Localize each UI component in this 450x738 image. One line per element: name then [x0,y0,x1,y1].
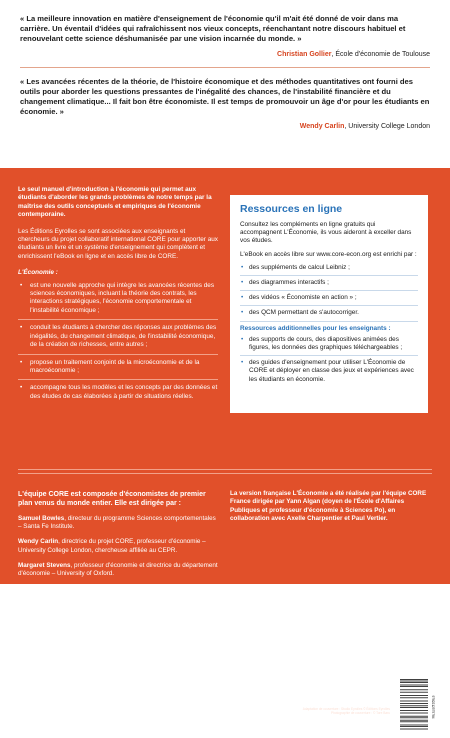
barcode-bar [400,695,428,696]
back-cover-panel [0,168,450,719]
barcode-bar [400,726,428,727]
teacher-resources-list [240,336,418,387]
barcode-bar [400,692,428,693]
feature-item: • conduit les étudiants à chercher des réponses aux problèmes des inégalités, du changement climatique, de l'instabilité économique, de la création de richesses, entre autres ; [18,324,218,354]
quote-divider [20,67,430,68]
member-desc: , professeur d'économie et directrice du département d'économie – University of Oxford. [18,561,218,578]
economie-heading: L'Économie : [18,269,58,277]
team-member [18,562,218,578]
member-desc: , directrice du projet CORE, professeur d'économie – University College London, chercheuse affiliée au CEPR. [18,538,206,554]
team-member [18,538,218,554]
publisher-name: Éditions Eyrolles | Diffusion Geodif [279,696,390,703]
resource-item: • des vidéos « Économiste en action » ; [240,294,418,306]
barcode-bar [400,705,428,706]
barcode-bar [400,721,428,722]
barcode-bar [400,716,428,717]
price-label: 55 € [338,668,352,675]
barcode-bar [400,703,428,704]
barcode-bar [400,679,428,680]
quote-1-author-name: Christian Gollier [277,50,332,58]
barcode-number: 9782212575784 [431,695,435,719]
barcode-bar [400,717,428,718]
quote-2: « Les avancées récentes de la théorie, de l'histoire économique et des méthodes quantitatives ont fourni des outils pour aborder les questions pressantes de l'inégalité des chances, de l'instabilité financière et du changement climatique... Il fait bon être économiste. Il est temps de promouvoir un âge d'or pour les étudiants en économie. » [20,76,430,117]
member-name: Wendy Carlin [18,538,59,546]
teacher-resources-title: Ressources additionnelles pour les enseignants : [240,324,391,332]
resource-item: • des suppléments de calcul Leibniz ; [240,264,418,276]
member-name: Samuel Bowles [18,515,65,522]
book-description [18,186,218,409]
quote-1-author [20,51,430,58]
features-list [18,282,218,405]
publisher-block [240,686,390,715]
intro-text: Le seul manuel d'introduction à l'économie qui permet aux étudiants d'aborder les grands problèmes de notre temps par la maîtrise des outils conceptuels et empiriques de l'économie contemporaine. [18,186,212,219]
quote-2-author-name: Wendy Carlin [299,123,345,131]
quote-1-affiliation: , École d'économie de Toulouse [331,50,430,58]
barcode-bar [400,686,428,687]
resources-title: Ressources en ligne [240,203,343,215]
resource-item: • des diagrammes interactifs ; [240,279,418,291]
resource-item: • des supports de cours, des diapositives animées des figures, les données des graphiques téléchargeables ; [240,336,418,356]
barcode-bar [400,682,428,683]
resources-ebook: L'eBook en accès libre sur www.core-econ.org est enrichi par : [240,250,417,258]
barcode-icon [397,676,435,738]
barcode-bar [400,725,428,726]
member-name: Margaret Stevens [18,561,71,569]
resource-item: • des guides d'enseignement pour utiliser L'Économie de CORE et déployer en classe des jeux et expériences avec les étudiants en économie. [240,359,418,387]
member-desc: , directeur du programme Sciences comportementales – Santa Fe Institute. [18,515,216,531]
barcode-bar [400,729,428,730]
barcode-bar [400,685,428,686]
cover-credits: Adaptation de couverture : Studio Eyrolles © Éditions Eyrolles [302,707,390,711]
feature-item: • accompagne tous les modèles et les concepts par des données et des études de cas élaborées à partir de situations réelles. [18,384,218,405]
french-version-note [230,490,430,523]
quote-2-affiliation: , University College London [344,123,430,131]
publisher-url: www.editions-eyrolles.com [307,687,390,694]
core-team [18,490,218,585]
feature-item: • est une nouvelle approche qui intègre les avancées récentes des sciences économiques, incluant la théorie des contrats, les interactions stratégiques, l'économie comportementale et l'instabilité économique ; [18,282,218,321]
resource-item: • des QCM permettant de s'autocorriger. [240,309,418,321]
barcode-bar [400,713,428,714]
barcode-bar [400,707,428,708]
resources-intro: Consultez les compléments en ligne gratuits qui accompagnent L'Économie, ils vous aideront à exceller dans vos études. [240,221,412,245]
feature-item: • propose un traitement conjoint de la microéconomie et de la macroéconomie ; [18,359,218,381]
quotes-section [0,0,450,168]
team-member [18,515,218,531]
team-title: L'équipe CORE est composée d'économistes de premier plan venus du monde entier. Elle est dirigée par : [18,491,206,507]
section-divider [18,473,432,474]
barcode-bar [400,681,428,682]
quote-2-author [20,123,430,130]
photo-credits: Photographie de couverture : © Tore Baru [331,711,390,715]
partnership-text: Les Éditions Eyrolles se sont associées aux enseignants et chercheurs du projet collaboratif international CORE pour apporter aux étudiants un livre et un système d'enseignement qui complètent et enrichissent l'eBook en ligne et en accès libre de CORE. [18,227,218,260]
barcode-bar [400,710,428,711]
barcode-bar [400,701,428,702]
french-version-text: La version française L'Économie a été réalisée par l'équipe CORE France dirigée par Yann Algan (doyen de l'École d'Affaires Publiques et professeur d'économie à Sciences Po), en collaboration avec Axelle Charpentier et Paul Vertier. [230,490,427,522]
barcode-bar [400,720,428,721]
section-divider [18,469,432,470]
barcode-bar [400,697,428,698]
quote-1: « La meilleure innovation en matière d'enseignement de l'économie qu'il m'ait été donné de voir dans ma carrière. Un éventail d'idées qui rafraîchissent nos vieux concepts, réenchantant notre discours habituel et renouvelant cette science déshumanisée par une vision incarnée du monde. » [20,14,406,44]
student-resources-list [240,264,418,322]
online-resources-box [230,195,428,413]
barcode-bar [400,689,428,690]
barcode [397,676,435,738]
